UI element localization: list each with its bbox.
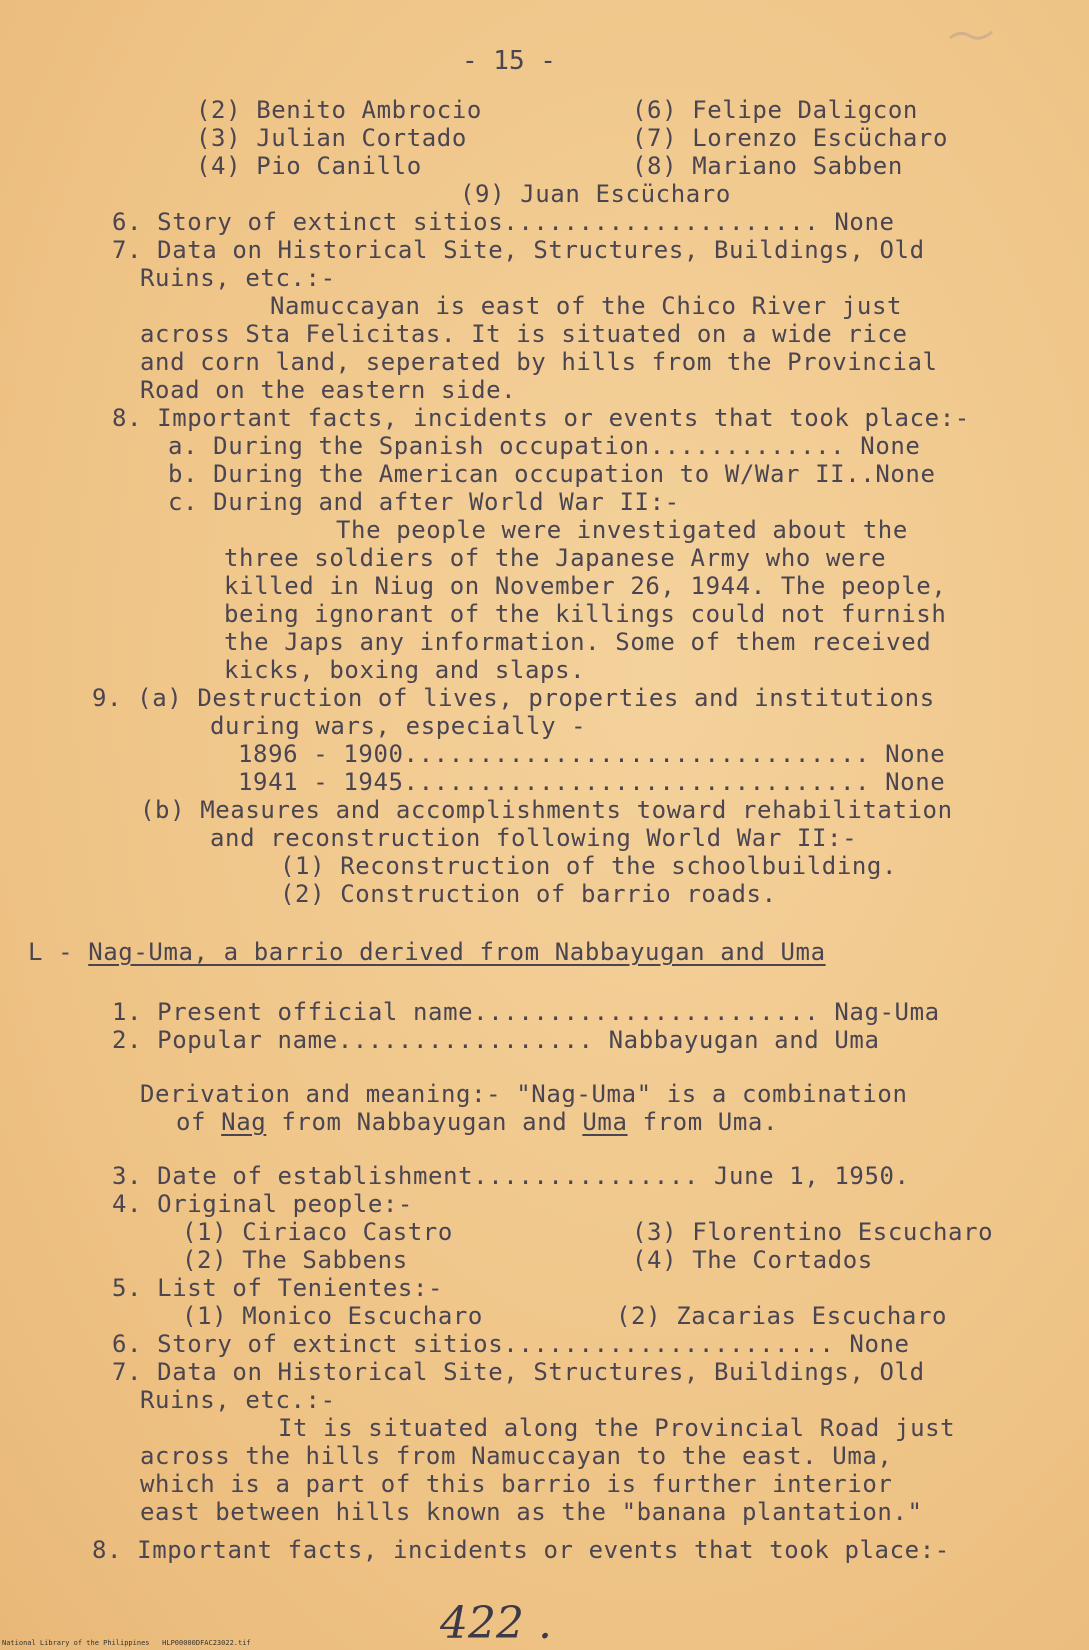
text-line [224, 628, 931, 656]
line-text: (4) Pio Canillo [196, 152, 422, 180]
text-line [112, 998, 940, 1026]
text-line [182, 1218, 994, 1246]
line-text: 9. (a) Destruction of lives, properties and institutions [92, 684, 935, 712]
text-line [224, 544, 886, 572]
text-line [92, 1536, 950, 1564]
text-line [140, 796, 953, 824]
line-text: and reconstruction following World War II:- [210, 824, 858, 852]
text-line [140, 1386, 336, 1414]
text-line [112, 404, 970, 432]
text-line [196, 124, 949, 152]
line-text: 1941 - 1945............................... None [238, 768, 946, 796]
line-text: (6) Felipe Daligcon [632, 96, 918, 124]
line-text: 5. List of Tenientes:- [112, 1274, 444, 1302]
text-line [460, 180, 731, 208]
line-text: (2) The Sabbens [182, 1246, 408, 1274]
text-line [112, 1162, 910, 1190]
text-line [140, 348, 938, 376]
text-line [280, 852, 897, 880]
line-text: L - [28, 938, 89, 966]
line-text: (1) Ciriaco Castro [182, 1218, 453, 1246]
text-line [140, 1470, 892, 1498]
line-text: 8. Important facts, incidents or events that took place:- [92, 1536, 950, 1564]
line-text: 1896 - 1900............................... None [238, 740, 946, 768]
text-line [28, 938, 826, 966]
line-text: the Japs any information. Some of them received [224, 628, 932, 656]
line-text: across the hills from Namuccayan to the east. Uma, [140, 1442, 893, 1470]
line-text: 4. Original people:- [112, 1190, 413, 1218]
text-line [182, 1246, 873, 1274]
text-line [140, 1080, 908, 1108]
text-line [112, 1330, 910, 1358]
text-line [224, 656, 585, 684]
line-text: three soldiers of the Japanese Army who were [224, 544, 887, 572]
text-line [92, 684, 935, 712]
text-line [238, 768, 945, 796]
text-line [176, 1108, 778, 1136]
line-text: 7. Data on Historical Site, Structures, Buildings, Old [112, 236, 925, 264]
handwritten-page-number: 422 . [440, 1598, 552, 1649]
line-text: 7. Data on Historical Site, Structures, Buildings, Old [112, 1358, 925, 1386]
line-text: It is situated along the Provincial Road just [278, 1414, 956, 1442]
line-text: 8. Important facts, incidents or events that took place:- [112, 404, 970, 432]
line-text: of [176, 1108, 222, 1136]
line-text: c. During and after World War II:- [168, 488, 680, 516]
text-line [280, 880, 777, 908]
text-line [278, 1414, 955, 1442]
text-line [238, 740, 945, 768]
page-number: - 15 - [462, 46, 556, 76]
line-text: (9) Juan Escücharo [460, 180, 731, 208]
text-line [182, 1302, 948, 1330]
text-line [112, 1358, 925, 1386]
line-text: (2) Benito Ambrocio [196, 96, 482, 124]
line-text: b. During the American occupation to W/War II..None [168, 460, 936, 488]
line-text: being ignorant of the killings could not furnish [224, 600, 947, 628]
line-text: (2) Construction of barrio roads. [280, 880, 777, 908]
line-text: and corn land, seperated by hills from the Provincial [140, 348, 938, 376]
text-line [112, 1274, 443, 1302]
text-line [210, 824, 857, 852]
line-text: Ruins, etc.:- [140, 1386, 336, 1414]
text-line [168, 432, 920, 460]
text-line [196, 96, 918, 124]
text-line [336, 516, 908, 544]
text-line [140, 320, 908, 348]
text-line [112, 1190, 413, 1218]
line-text: a. During the Spanish occupation............. None [168, 432, 921, 460]
line-text: (1) Reconstruction of the schoolbuilding. [280, 852, 898, 880]
text-line [140, 1442, 892, 1470]
footer-caption: National Library of the Philippines HLP00000DFAC23022.tif [2, 1639, 251, 1647]
text-line [196, 152, 903, 180]
ink-smudge-icon [948, 28, 994, 42]
line-text: Derivation and meaning:- "Nag-Uma" is a combination [140, 1080, 908, 1108]
text-line [224, 572, 946, 600]
text-line [112, 1026, 880, 1054]
line-text: across Sta Felicitas. It is situated on a wide rice [140, 320, 908, 348]
line-text: 1. Present official name....................... Nag-Uma [112, 998, 940, 1026]
line-text: killed in Niug on November 26, 1944. The people, [224, 572, 947, 600]
line-text: 3. Date of establishment............... June 1, 1950. [112, 1162, 910, 1190]
line-text: Road on the eastern side. [140, 376, 517, 404]
line-text: 6. Story of extinct sitios...................... None [112, 1330, 910, 1358]
text-line [112, 208, 895, 236]
text-line [168, 460, 936, 488]
text-line [140, 264, 336, 292]
line-text: (7) Lorenzo Escücharo [632, 124, 949, 152]
line-text: (3) Florentino Escucharo [632, 1218, 994, 1246]
line-text: which is a part of this barrio is further interior [140, 1470, 893, 1498]
line-text: (3) Julian Cortado [196, 124, 467, 152]
text-line [140, 376, 516, 404]
line-text: (1) Monico Escucharo [182, 1302, 483, 1330]
line-text: The people were investigated about the [336, 516, 908, 544]
line-text: east between hills known as the "banana plantation." [140, 1498, 923, 1526]
text-line [140, 1498, 923, 1526]
line-text: kicks, boxing and slaps. [224, 656, 586, 684]
line-text: Namuccayan is east of the Chico River just [270, 292, 903, 320]
line-text: 2. Popular name................. Nabbayugan and Uma [112, 1026, 880, 1054]
line-text: during wars, especially - [210, 712, 587, 740]
underlined-text: Uma [582, 1108, 628, 1136]
line-text: (4) The Cortados [632, 1246, 873, 1274]
line-text: from Nabbayugan and [266, 1108, 583, 1136]
text-line [270, 292, 902, 320]
line-text: from Uma. [627, 1108, 779, 1136]
line-text: (b) Measures and accomplishments toward rehabilitation [140, 796, 953, 824]
line-text: Ruins, etc.:- [140, 264, 336, 292]
text-line [224, 600, 946, 628]
text-line [168, 488, 680, 516]
line-text: (2) Zacarias Escucharo [616, 1302, 948, 1330]
text-line [112, 236, 925, 264]
line-text: (8) Mariano Sabben [632, 152, 903, 180]
underlined-text: Nag [221, 1108, 267, 1136]
underlined-text: Nag-Uma, a barrio derived from Nabbayugan and Uma [88, 938, 826, 966]
text-line [210, 712, 586, 740]
line-text: 6. Story of extinct sitios..................... None [112, 208, 895, 236]
